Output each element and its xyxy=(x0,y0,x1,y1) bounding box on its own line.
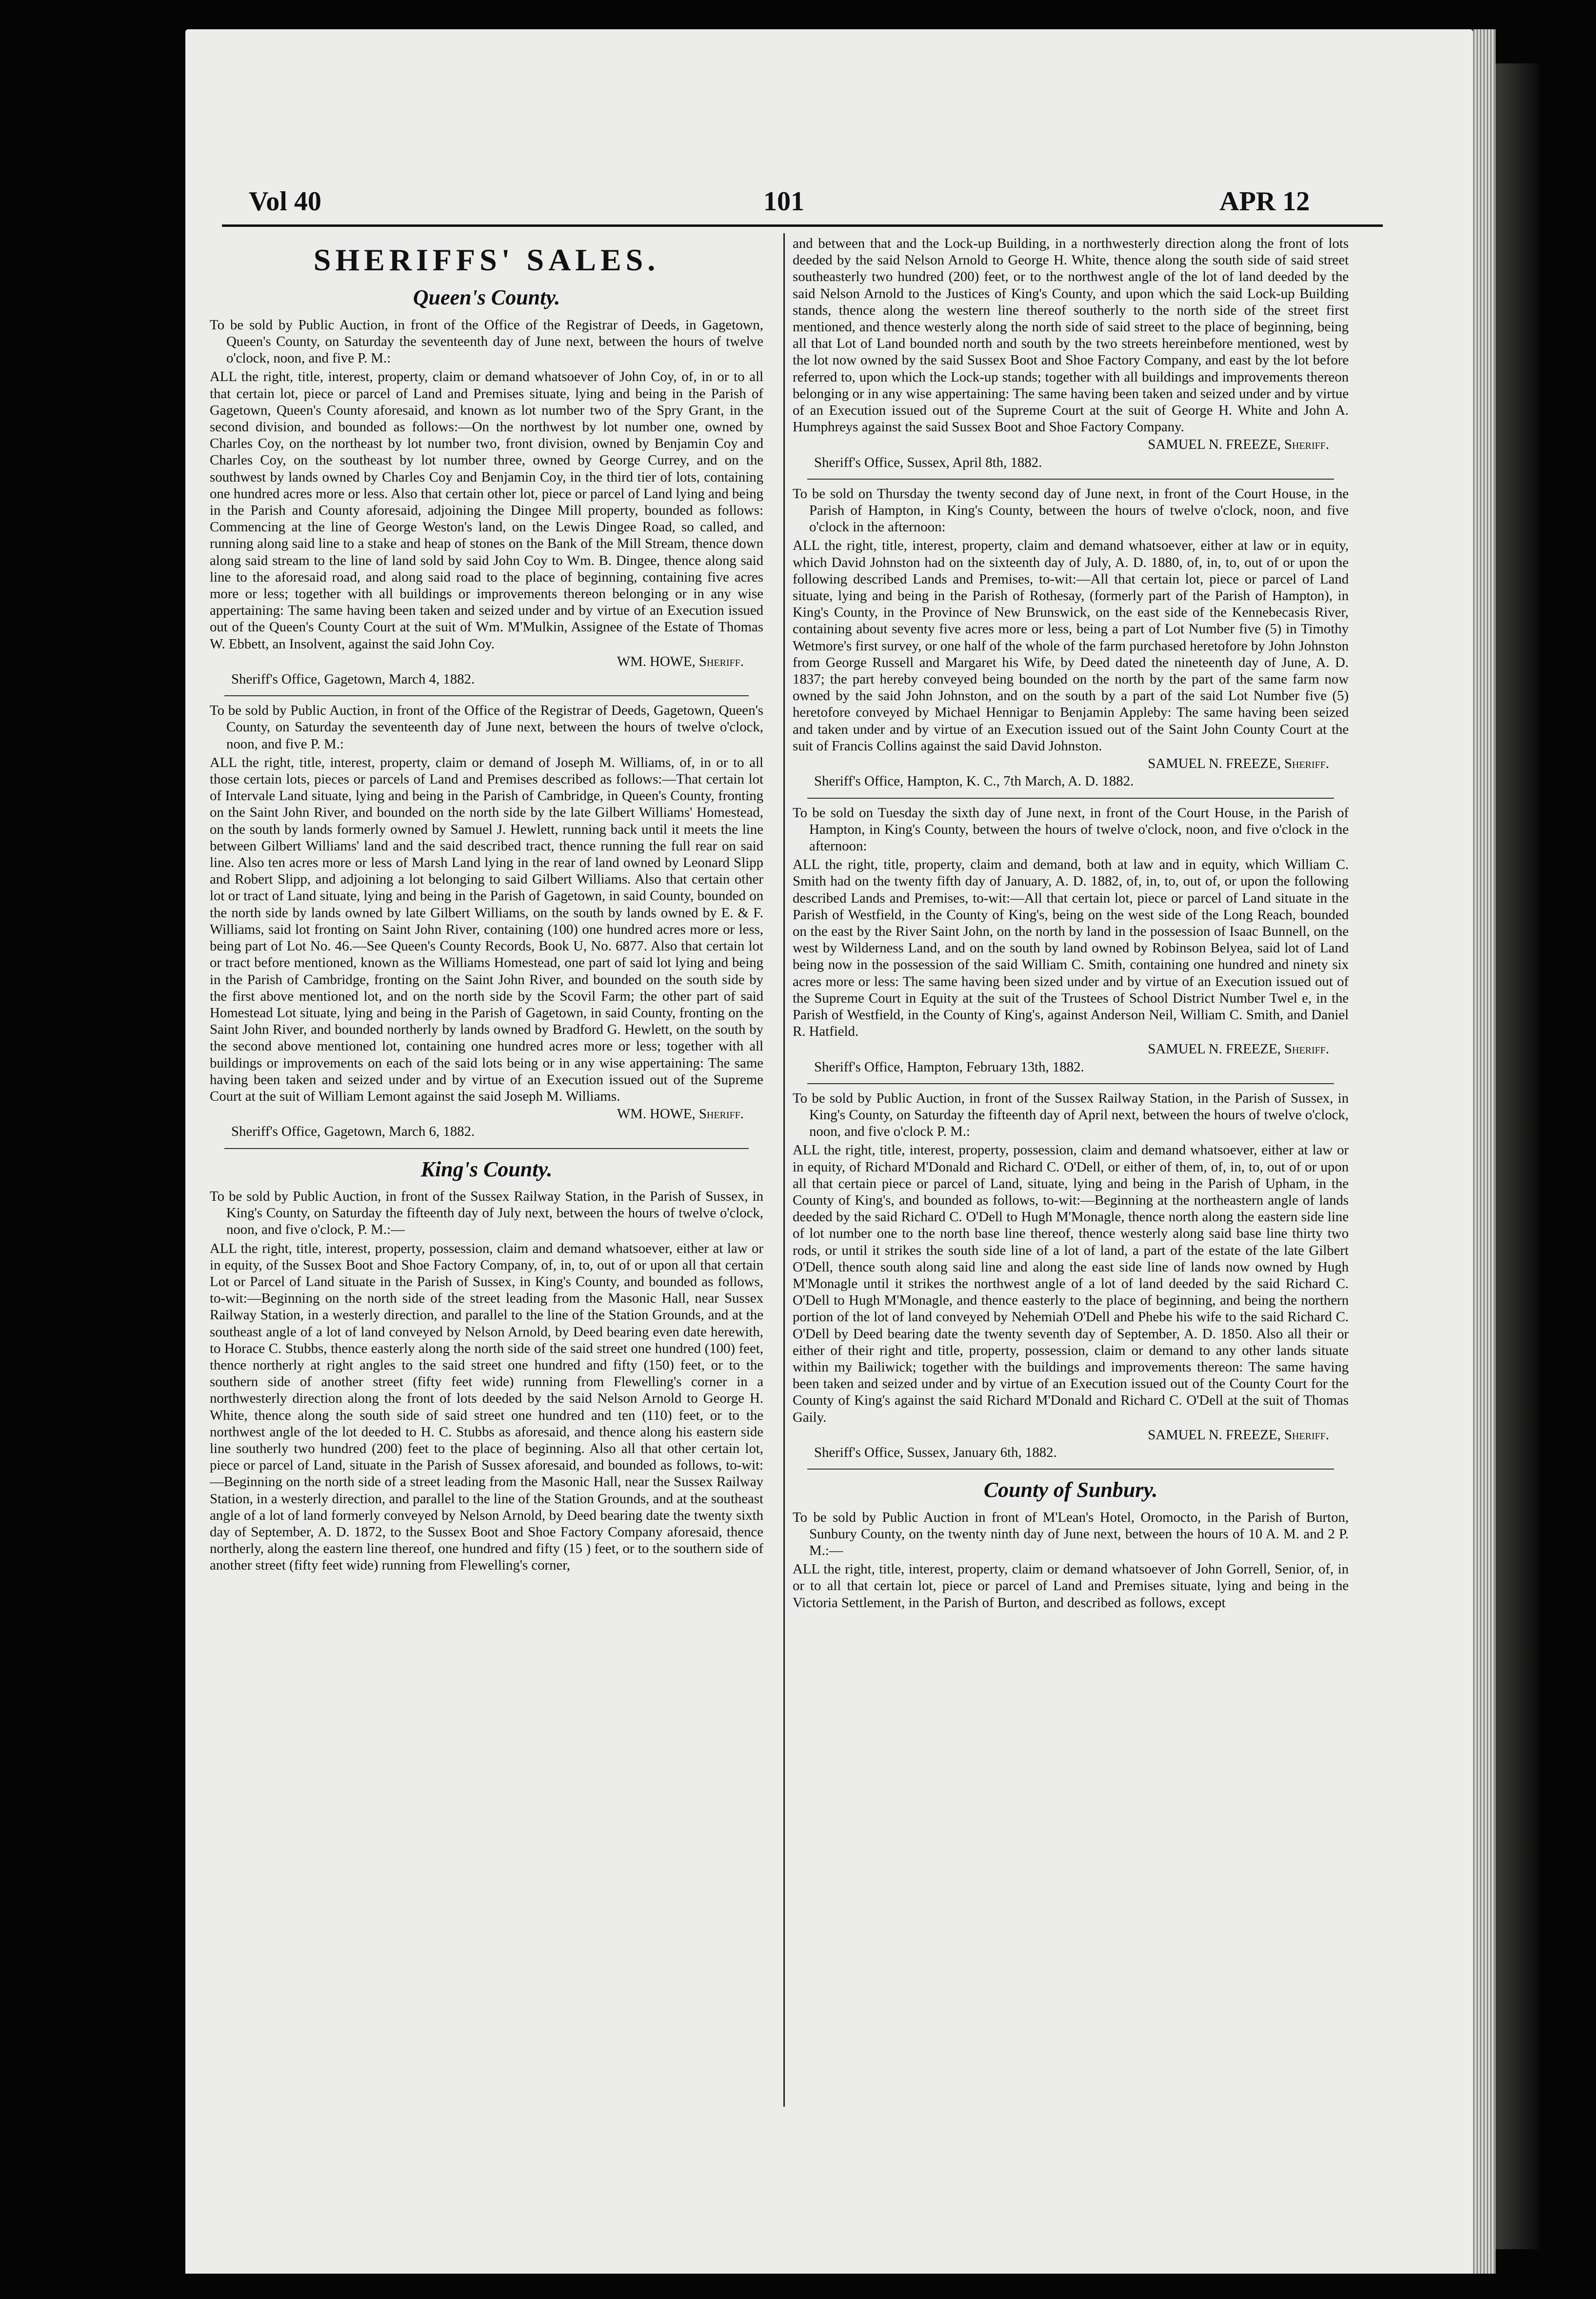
notice-body: ALL the right, title, interest, property, claim or demand whatsoever of John Coy, of, in or to all that certain lot, piece or parcel of Land and Premises situate, lying and being in the Parish of Gagetown, Queen's County aforesaid, and known as lot number two of the Spry Grant, in the second division, and bounded as follows:—On the northwest by lot number one, owned by Charles Coy, on the northeast by lot number two, front division, owned by Benjamin Coy and Charles Coy, on the southeast by lot number three, owned by George Currey, and on the southwest by lands owned by Charles Coy and Benjamin Coy, in the third tier of lots, containing one hundred acres more or less. Also that certain other lot, piece or parcel of Land lying and being in the Parish and County aforesaid, adjoining the Dingee Mill property, bounded as follows: Commencing at the line of George Weston's land, on the Lewis Dingee Road, so called, and running along said line to a stake and heap of stones on the Bank of the Mill Stream, thence down along said stream to the line of land sold by said John Coy to Wm. B. Dingee, thence along said line to the aforesaid road, and along said road to the place of beginning, containing five acres more or less; together with all buildings or improvements thereon belonging or in any wise appertaining: The same having been taken and seized under and by virtue of an Execution issued out of the Queen's County Court at the suit of Wm. M'Mulkin, Assignee of the Estate of Thomas W. Ebbett, an Insolvent, against the said John Coy. xyxy=(210,369,763,652)
sheriff-signature: SAMUEL N. FREEZE, Sheriff. xyxy=(1148,1427,1329,1443)
notice-separator xyxy=(807,1469,1334,1470)
section-heading-kings-county: King's County. xyxy=(420,1157,553,1181)
notice-separator xyxy=(224,695,749,696)
notice-body: ALL the right, title, interest, property, claim or demand of Joseph M. Williams, of, in or to all those certain lots, pieces or parcels of Land and Premises described as follows:—That certain lot of Intervale Land situate, lying and being in the Parish of Cambridge, in Queen's County, fronting on the Saint John River, and bounded on the north side by the late Gilbert Williams' Homestead, on the south by lands formerly owned by Samuel J. Hewlett, running back until it meets the line between Gilbert Williams' land and the said described tract, thence running the full rear on said line. Also ten acres more or less of Marsh Land lying in the rear of land owned by Leonard Slipp and Robert Slipp, and adjoining a lot belonging to said Gilbert Williams. Also that certain other lot or tract of Land situate, lying and being in the Parish of Gagetown, in said County, bounded on the north side by lands owned by late Gilbert Williams, on the south by lands owned by E. & F. Williams, said lot fronting on Saint John River, containing (100) one hundred acres more or less, being part of Lot No. 46.—See Queen's County Records, Book U, No. 6877. Also that certain lot or tract before mentioned, known as the Williams Homestead, one part of said lot lying and being in the Parish of Cambridge, fronting on the Saint John River, and bounded on the south side by the first above mentioned lot, and on the north side by the Scovil Farm; the other part of said Homestead Lot situate, lying and being in the Parish of Gagetown, in said County, fronting on the Saint John River, and bounded northerly by lands owned by Bradford G. Hewlett, on the south by the second above mentioned lot, containing one hundred acres more or less; together with all buildings or improvements on each of the said lots being or in any wise appertaining: The same having been taken and seized under and by virtue of an Execution issued out of the Supreme Court at the suit of William Lemont against the said Joseph M. Williams. xyxy=(210,754,763,1104)
notice-body: ALL the right, title, property, claim and demand, both at law and in equity, which William C. Smith had on the twenty fifth day of January, A. D. 1882, of, in, to, out of, or upon the following described Lands and Premises, to-wit:—All that certain lot, piece or parcel of Land situate in the Parish of Westfield, in the County of King's, being on the west side of the Long Reach, bounded on the east by the River Saint John, on the north by land in the possession of Isaac Bunnell, on the west by Wilderness Land, and on the south by land owned by Robinson Belyea, said lot of Land being now in the possession of the said William C. Smith, containing one hundred and ninety six acres more or less: The same having been sized under and by virtue of an Execution issued out of the Supreme Court in Equity at the suit of the Trustees of School District Number Twel e, in the Parish of Westfield, in the County of King's, against Anderson Neil, William C. Smith, and Daniel R. Hatfield. xyxy=(793,857,1349,1040)
page-title: SHERIFFS' SALES. xyxy=(313,242,660,277)
notice-body: ALL the right, title, interest, property, possession, claim and demand whatsoever, either at law or in equity, of Richard M'Donald and Richard C. O'Dell, or either of them, of, in, to, out of or upon all that certain piece or parcel of Land, situate, lying and being in the Parish of Upham, in the County of King's, and bounded as follows, to-wit:—Beginning at the northeastern angle of lands deeded by the said Richard C. O'Dell to Hugh M'Monagle, thence north along the eastern side line of lot number one to the north base line thereof, thence westerly along said base line thirty two rods, or until it strikes the south side line of a lot of land, a part of the estate of the late Gilbert O'Dell, thence south along said line and along the east side line of lands now owned by Hugh M'Monagle until it strikes the northwest angle of a lot of land deeded by the said Richard C. O'Dell to Hugh M'Monagle, and thence easterly to the place of beginning, and being the northern portion of the lot of land conveyed by Nehemiah O'Dell and Phebe his wife to the said Richard C. O'Dell by Deed bearing date the twenty seventh day of September, A. D. 1850. Also all their or either of their right and title, property, possession, claim or demand to any other lands situate within my Bailiwick; together with the buildings and improvements thereon: The same having been taken and seized under and by virtue of an Execution issued out of the County Court for the County of King's against the said Richard M'Donald and Richard C. O'Dell at the suit of Thomas Gaily. xyxy=(793,1142,1349,1425)
sheriff-signature: SAMUEL N. FREEZE, Sheriff. xyxy=(1148,756,1329,772)
column-rule xyxy=(783,233,785,2107)
page-number: 101 xyxy=(763,186,804,217)
header-rule xyxy=(222,224,1383,227)
notice-intro: To be sold by Public Auction in front of M'Lean's Hotel, Oromocto, in the Parish of Burton, Sunbury County, on the twenty ninth day of June next, between the hours of 10 A. M. and 2 P. M.:— xyxy=(793,1509,1349,1559)
notice-separator xyxy=(224,1148,749,1149)
section-heading-sunbury-county: County of Sunbury. xyxy=(983,1478,1158,1502)
sheriff-office-line: Sheriff's Office, Gagetown, March 4, 1882. xyxy=(231,671,475,687)
notice-intro: To be sold on Thursday the twenty second day of June next, in front of the Court House, in the Parish of Hampton, in King's County, between the hours of twelve o'clock, noon, and five o'clock in the afternoon: xyxy=(793,485,1349,535)
sheriff-signature: WM. HOWE, Sheriff. xyxy=(617,653,744,669)
volume-label: Vol 40 xyxy=(249,186,321,217)
page-gutter-shadow xyxy=(1496,63,1539,2249)
left-column xyxy=(210,233,763,1574)
sheriff-office-line: Sheriff's Office, Sussex, April 8th, 1882. xyxy=(814,454,1042,470)
sheriff-office-line: Sheriff's Office, Hampton, February 13th, 1882. xyxy=(814,1059,1084,1075)
notice-body-continued: and between that and the Lock-up Building, in a northwesterly direction along the front of lots deeded by the said Nelson Arnold to George H. White, thence along the south side of said street southeasterly two hundred (200) feet, or to the northwest angle of the lot of land deeded by the said Nelson Arnold to the Justices of King's County, and upon which the said Lock-up Building stands, thence along the western line thereof southerly to the north side of the street first mentioned, and thence westerly along the north side of said street to the place of beginning, being all that Lot of Land bounded north and south by the two streets hereinbefore mentioned, west by the lot now owned by the said Sussex Boot and Shoe Factory Company, and east by the lot before referred to, upon which the Lock-up stands; together with all buildings and improvements thereon belonging or in any wise appertaining: The same having been taken and seized under and by virtue of an Execution issued out of the Supreme Court at the suit of George H. White and John A. Humphreys against the said Sussex Boot and Shoe Factory Company. xyxy=(793,236,1349,435)
section-heading-queens-county: Queen's County. xyxy=(413,285,560,310)
page-stack-edge xyxy=(1473,29,1496,2274)
right-column xyxy=(793,233,1349,1611)
sheriff-office-line: Sheriff's Office, Gagetown, March 6, 1882. xyxy=(231,1124,475,1140)
sheriff-office-line: Sheriff's Office, Hampton, K. C., 7th March, A. D. 1882. xyxy=(814,773,1134,789)
notice-body: ALL the right, title, interest, property, claim or demand whatsoever of John Gorrell, Senior, of, in or to all that certain lot, piece or parcel of Land and Premises situate, lying and being in the Victoria Settlement, in the Parish of Burton, and described as follows, except xyxy=(793,1561,1349,1611)
notice-intro: To be sold on Tuesday the sixth day of June next, in front of the Court House, in the Parish of Hampton, in King's County, between the hours of twelve o'clock, noon, and five o'clock in the afternoon: xyxy=(793,805,1349,854)
notice-body: ALL the right, title, interest, property, possession, claim and demand whatsoever, either at law or in equity, of the Sussex Boot and Shoe Factory Company, of, in, to, out of or upon all that certain Lot or Parcel of Land situate in the Parish of Sussex, in King's County, and bounded as follows, to-wit:—Beginning on the north side of the street leading from the Masonic Hall, near Sussex Railway Station, in a westerly direction, and parallel to the line of the Station Grounds, and at the southeast angle of a lot of land conveyed by Nelson Arnold, by Deed bearing even date herewith, to Horace C. Stubbs, thence easterly along the north side of the said street one hundred (100) feet, thence northerly at right angles to the said street one hundred and fifty (150) feet, or to the southern side of another street (fifty feet wide) running from Flewelling's corner in a northwesterly direction along the front of lots deeded by the said Nelson Arnold to George H. White, thence along the south side of said street one hundred and ten (110) feet, or to the northwest angle of the lot deeded to H. C. Stubbs as aforesaid, and thence along his eastern side line southerly two hundred (200) feet to the place of beginning. Also all that other certain lot, piece or parcel of Land, situate in the Parish of Sussex aforesaid, and bounded as follows, to-wit:—Beginning on the north side of a street leading from the Masonic Hall, near the Sussex Railway Station, in a westerly direction, and parallel to the line of the Station Grounds, and at the southeast angle of a lot of land formerly conveyed by Nelson Arnold, by Deed bearing date the twenty sixth day of September, A. D. 1872, to the Sussex Boot and Shoe Factory Company aforesaid, thence northerly, along the eastern line thereof, one hundred and fifty (15 ) feet, or to the southern side of another street (fifty feet wide) running from Flewelling's corner, xyxy=(210,1240,763,1573)
date-label: APR 12 xyxy=(1219,186,1310,217)
notice-body: ALL the right, title, interest, property, claim and demand whatsoever, either at law or in equity, which David Johnston had on the sixteenth day of July, A. D. 1880, of, in, to, out of or upon the following described Lands and Premises, to-wit:—All that certain lot, piece or parcel of Land situate, lying and being in the Parish of Rothesay, (formerly part of the Parish of Hampton), in King's County, in the Province of New Brunswick, on the east side of the Kennebecasis River, containing about seventy five acres more or less, being a part of Lot Number five (5) in Timothy Wetmore's first survey, or one half of the whole of the farm purchased heretofore by John Johnston from George Russell and Margaret his Wife, by Deed dated the nineteenth day of June, A. D. 1837; the part hereby conveyed being bounded on the north by the part of the same farm now owned by the said John Johnston, and on the south by a part of the said Lot Number five (5) heretofore conveyed by Michael Hennigar to Benjamin Appleby: The same having been seized and taken under and by virtue of an Execution issued out of the Saint John County Court at the suit of Francis Collins against the said David Johnston. xyxy=(793,538,1349,754)
sheriff-office-line: Sheriff's Office, Sussex, January 6th, 1882. xyxy=(814,1445,1057,1461)
notice-intro: To be sold by Public Auction, in front of the Sussex Railway Station, in the Parish of Sussex, in King's County, on Saturday the fifteenth day of July next, between the hours of twelve o'clock, noon, and five o'clock, P. M.:— xyxy=(210,1188,763,1238)
notice-separator xyxy=(807,479,1334,480)
notice-intro: To be sold by Public Auction, in front of the Sussex Railway Station, in the Parish of Sussex, in King's County, on Saturday the fifteenth day of April next, between the hours of twelve o'clock, noon, and five o'clock P. M.: xyxy=(793,1090,1349,1140)
sheriff-signature: SAMUEL N. FREEZE, Sheriff. xyxy=(1148,437,1329,453)
sheriff-signature: SAMUEL N. FREEZE, Sheriff. xyxy=(1148,1041,1329,1057)
notice-separator xyxy=(807,798,1334,799)
notice-separator xyxy=(807,1083,1334,1084)
notice-intro: To be sold by Public Auction, in front of the Office of the Registrar of Deeds, Gagetown, Queen's County, on Saturday the seventeenth day of June next, between the hours of twelve o'clock, noon, and five P. M.: xyxy=(210,703,763,752)
notice-intro: To be sold by Public Auction, in front of the Office of the Registrar of Deeds, in Gagetown, Queen's County, on Saturday the seventeenth day of June next, between the hours of twelve o'clock, noon, and five P. M.: xyxy=(210,317,763,366)
sheriff-signature: WM. HOWE, Sheriff. xyxy=(617,1106,744,1122)
